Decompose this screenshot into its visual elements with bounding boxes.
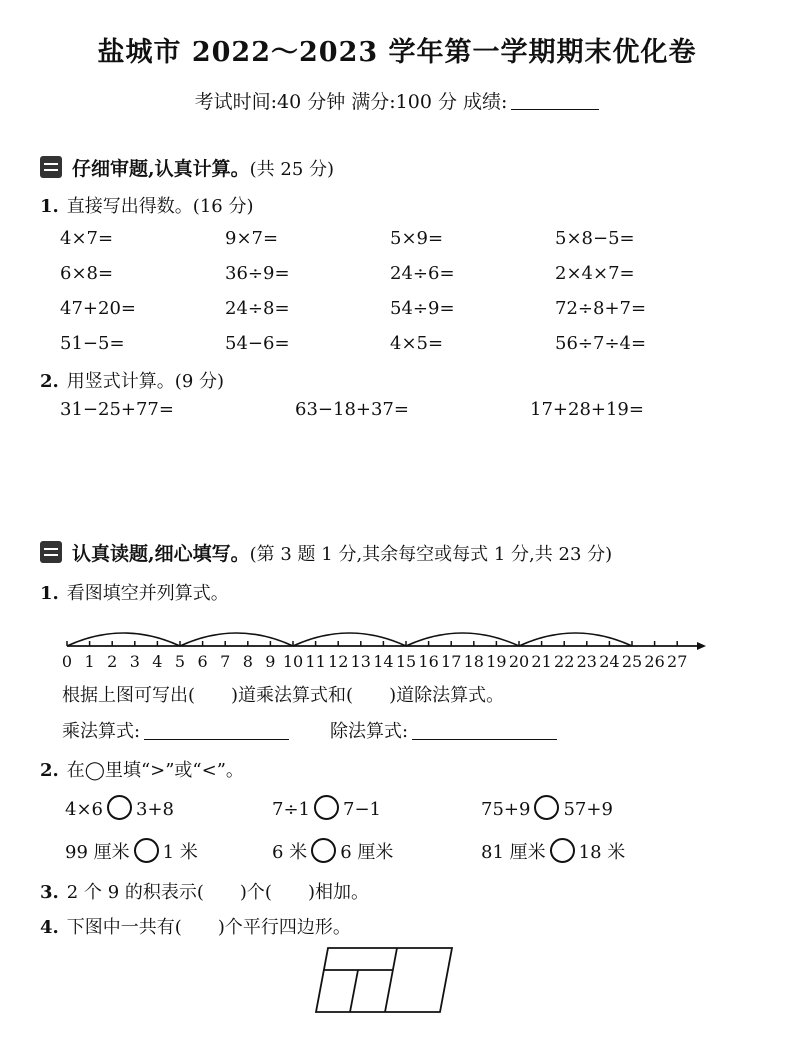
compare-right: 7−1: [343, 799, 381, 820]
tick-label: 13: [350, 652, 371, 671]
inner-divider: [350, 970, 358, 1012]
compare-right: 6 厘米: [340, 842, 394, 863]
question-number: 4.: [40, 917, 59, 938]
tick-label: 3: [129, 652, 140, 671]
tick-label: 21: [531, 652, 552, 671]
expr-item: 5×8−5=: [555, 228, 635, 249]
div-answer-blank[interactable]: [412, 739, 557, 740]
jump-arc: [293, 633, 406, 646]
compare-item: [272, 838, 393, 864]
compare-item: [481, 838, 625, 864]
tick-label: 2: [107, 652, 118, 671]
compare-circle[interactable]: [534, 795, 559, 820]
compare-right: 57+9: [563, 799, 613, 820]
expr-item: 54÷9=: [390, 298, 455, 319]
question-number: 1.: [40, 196, 59, 217]
tick-label: 14: [373, 652, 394, 671]
s2-q1-fill: [62, 681, 504, 707]
section1-note: (共 25 分): [249, 159, 335, 180]
fill-text-c: )道除法算式。: [389, 685, 505, 706]
tick-label: 18: [463, 652, 484, 671]
exam-info-text: 考试时间:40 分钟 满分:100 分 成绩:: [194, 91, 508, 113]
tick-label: 16: [418, 652, 439, 671]
section2-title: 认真读题,细心填写。: [72, 543, 250, 565]
expr-item: 6×8=: [60, 263, 114, 284]
expr-item: 5×9=: [390, 228, 444, 249]
expr-item: 56÷7÷4=: [555, 333, 647, 354]
compare-right: 3+8: [136, 799, 174, 820]
tick-label: 1: [84, 652, 95, 671]
tick-label: 9: [265, 652, 276, 671]
question-text: 看图填空并列算式。: [66, 583, 229, 604]
exam-info: [0, 87, 794, 114]
tick-label: 6: [197, 652, 208, 671]
tick-label: 8: [242, 652, 253, 671]
expr-item: 36÷9=: [225, 263, 290, 284]
s2-question-4: [40, 913, 351, 939]
fill-text-b: )道乘法算式和(: [231, 685, 354, 706]
q4-text-b: )个平行四边形。: [217, 917, 351, 938]
tick-label: 26: [644, 652, 665, 671]
section-icon: [40, 156, 62, 178]
question-number: 2.: [40, 371, 59, 392]
tick-label: 22: [554, 652, 575, 671]
div-label: 除法算式:: [330, 721, 409, 742]
mul-label: 乘法算式:: [62, 721, 141, 742]
compare-left: 81 厘米: [481, 842, 546, 863]
fill-text-a: 根据上图可写出(: [62, 685, 196, 706]
mul-answer-blank[interactable]: [144, 739, 289, 740]
outer-parallelogram: [316, 948, 452, 1012]
expr-item: 47+20=: [60, 298, 136, 319]
s2-question-1: [40, 579, 229, 605]
tick-label: 25: [621, 652, 643, 671]
expr-item: 4×5=: [390, 333, 444, 354]
section2-heading: [40, 539, 612, 566]
compare-left: 4×6: [65, 799, 103, 820]
s1-question-1: [40, 192, 253, 218]
compare-left: 75+9: [481, 799, 531, 820]
jump-arc: [519, 633, 632, 646]
expr-item: 24÷6=: [390, 263, 455, 284]
div-row: [330, 717, 557, 743]
tick-label: 10: [282, 652, 304, 671]
expr-item: 4×7=: [60, 228, 114, 249]
expr-item: 24÷8=: [225, 298, 290, 319]
s1-question-2: [40, 367, 224, 393]
tick-label: 11: [305, 652, 326, 671]
q3-text-c: )相加。: [307, 882, 369, 903]
question-text: 在◯里填“>”或“<”。: [66, 760, 244, 781]
expr-item: 51−5=: [60, 333, 125, 354]
jump-arc: [180, 633, 293, 646]
compare-circle[interactable]: [107, 795, 132, 820]
calc-item: 17+28+19=: [530, 399, 644, 420]
section-icon: [40, 541, 62, 563]
tick-label: 0: [61, 652, 73, 671]
mental-math-grid: [60, 228, 700, 354]
number-line: [0, 620, 794, 672]
s2-question-3: [40, 878, 369, 904]
mul-row: [62, 717, 289, 743]
tick-label: 24: [599, 652, 620, 671]
compare-circle[interactable]: [311, 838, 336, 863]
tick-label: 23: [576, 652, 597, 671]
vertical-calc-row: [60, 399, 740, 420]
calc-item: 31−25+77=: [60, 399, 174, 420]
question-text: 用竖式计算。(9 分): [66, 371, 225, 392]
compare-left: 7÷1: [272, 799, 310, 820]
compare-item: [65, 795, 174, 820]
tick-label: 27: [667, 652, 688, 671]
compare-item: [481, 795, 613, 820]
compare-circle[interactable]: [550, 838, 575, 863]
tick-label: 5: [174, 652, 186, 671]
section1-heading: [40, 154, 334, 181]
expr-item: 54−6=: [225, 333, 290, 354]
compare-right: 1 米: [162, 842, 198, 863]
tick-label: 17: [441, 652, 462, 671]
expr-item: 72÷8+7=: [555, 298, 647, 319]
compare-right: 18 米: [578, 842, 626, 863]
question-number: 1.: [40, 583, 59, 604]
q3-text-b: )个(: [239, 882, 272, 903]
question-number: 3.: [40, 882, 59, 903]
page-title: 盐城市 2022～2023 学年第一学期期末优化卷: [97, 37, 697, 68]
tick-label: 20: [508, 652, 530, 671]
calc-item: 63−18+37=: [295, 399, 409, 420]
compare-item: [65, 838, 198, 864]
section2-note: (第 3 题 1 分,其余每空或每式 1 分,共 23 分): [249, 544, 613, 565]
tick-label: 7: [220, 652, 231, 671]
question-text: 直接写出得数。(16 分): [66, 196, 254, 217]
tick-label: 19: [486, 652, 507, 671]
compare-circle[interactable]: [314, 795, 339, 820]
section1-title: 仔细审题,认真计算。: [72, 158, 250, 180]
score-blank[interactable]: [511, 109, 599, 110]
tick-label: 4: [152, 652, 163, 671]
jump-arc: [406, 633, 519, 646]
tick-label: 15: [395, 652, 417, 671]
compare-item: [272, 795, 381, 820]
q4-text-a: 下图中一共有(: [66, 917, 182, 938]
expr-item: 9×7=: [225, 228, 279, 249]
compare-left: 99 厘米: [65, 842, 130, 863]
compare-left: 6 米: [272, 842, 308, 863]
parallelogram-figure: [310, 940, 460, 1020]
compare-circle[interactable]: [134, 838, 159, 863]
axis-arrow: [697, 642, 706, 650]
tick-label: 12: [328, 652, 349, 671]
s2-question-2: [40, 756, 244, 782]
jump-arc: [67, 633, 180, 646]
q3-text-a: 2 个 9 的积表示(: [66, 882, 204, 903]
vertical-divider: [385, 948, 397, 1012]
question-number: 2.: [40, 760, 59, 781]
expr-item: 2×4×7=: [555, 263, 635, 284]
